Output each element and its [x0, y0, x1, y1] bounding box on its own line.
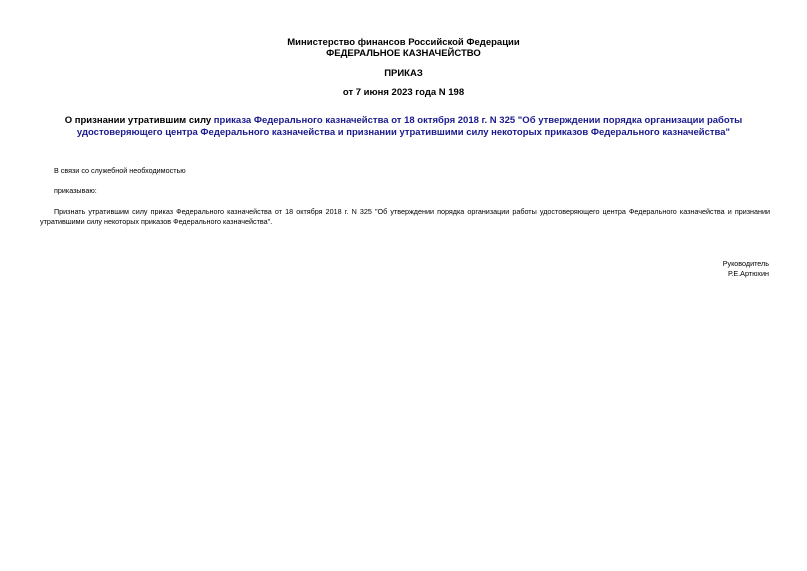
document-type: ПРИКАЗ: [384, 68, 423, 79]
title-link[interactable]: приказа Федерального казначейства от 18 октября 2018 г. N 325 "Об утверждении порядка организации работы удостоверяющего центра Федерального казначейства и признании утратившими силу некоторых приказов Федерального казначейства": [76, 115, 743, 138]
paragraph-reason: В связи со служебной необходимостью: [54, 166, 186, 175]
decision-prefix: Признать утратившим силу: [54, 207, 151, 216]
ministry-name: Министерство финансов Российской Федерации: [287, 37, 520, 48]
paragraph-order: приказываю:: [54, 186, 97, 195]
signature-role: Руководитель: [722, 259, 769, 268]
document-date: от 7 июня 2023 года N 198: [342, 87, 465, 98]
decision-link[interactable]: приказ Федерального казначейства от 18 октября 2018 г. N 325 "Об утверждении порядка организации работы удостоверяющего центра Федерального казначейства и признании утратившими силу некоторых приказов Федерального казначейства": [40, 207, 770, 226]
document-title: [40, 115, 767, 139]
treasury-name: ФЕДЕРАЛЬНОЕ КАЗНАЧЕЙСТВО: [326, 48, 481, 59]
paragraph-decision: [40, 207, 770, 227]
title-prefix: О признании утратившим силу: [64, 115, 214, 126]
signature-name: Р.Е.Артюхин: [727, 269, 769, 278]
decision-suffix: .: [270, 217, 273, 226]
